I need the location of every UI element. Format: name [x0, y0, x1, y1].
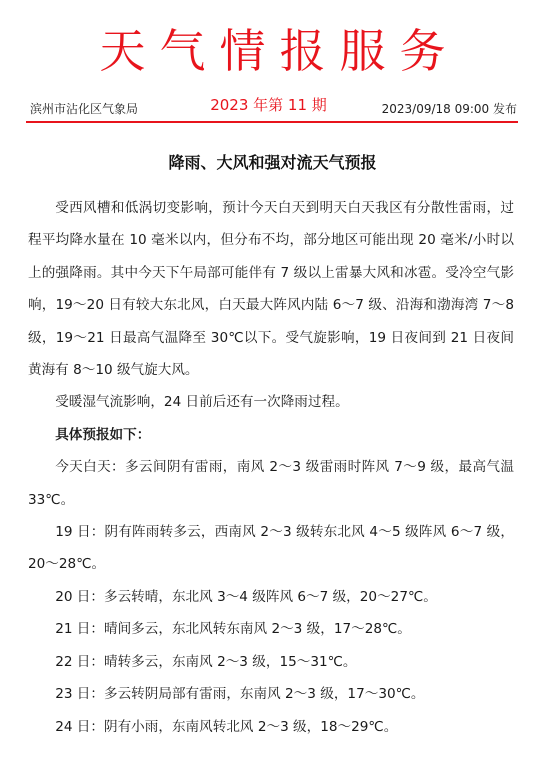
meta-row [0, 94, 545, 120]
masthead-title: 天气情报服务 [99, 24, 460, 78]
forecast-item: 19 日：阴有阵雨转多云，西南风 2～3 级转东北风 4～5 级阵风 6～7 级，20～28℃。 [28, 524, 514, 573]
page-title: 降雨、大风和强对流天气预报 [168, 153, 377, 172]
forecast-item: 23 日：多云转阴局部有雷雨，东南风 2～3 级，17～30℃。 [55, 686, 425, 703]
forecast-item: 21 日：晴间多云，东北风转东南风 2～3 级，17～28℃。 [55, 621, 411, 638]
bulletin-body [28, 192, 514, 743]
forecast-item: 24 日：阴有小雨，东南风转北风 2～3 级，18～29℃。 [55, 718, 398, 735]
header-divider [26, 121, 518, 123]
issue-number: 2023 年第 11 期 [210, 96, 327, 114]
forecast-item: 今天白天：多云间阴有雷雨，南风 2～3 级雷雨时阵风 7～9 级，最高气温 33℃。 [28, 459, 514, 508]
issuer-name: 滨州市沾化区气象局 [30, 102, 139, 116]
forecast-heading: 具体预报如下： [55, 426, 151, 443]
forecast-item: 22 日：晴转多云，东南风 2～3 级，15～31℃。 [55, 653, 357, 670]
paragraph-2: 受暖湿气流影响，24 日前后还有一次降雨过程。 [55, 394, 349, 411]
publish-time: 2023/09/18 09:00 发布 [381, 102, 517, 116]
forecast-item: 20 日：多云转晴，东北风 3～4 级阵风 6～7 级，20～27℃。 [55, 588, 437, 605]
paragraph-1: 受西风槽和低涡切变影响，预计今天白天到明天白天我区有分散性雷雨，过程平均降水量在 10 毫米以内，但分布不均，部分地区可能出现 20 毫米/小时以上的强降雨。其中今天下午局部可能伴有 7 级以上雷暴大风和冰雹。受冷空气影响，19～20 日有较大东北风，白天最大阵风内陆 6～7 级、沿海和渤海湾 7～8 级，19～21 日最高气温降至 30℃以下。受气旋影响，19 日夜间到 21 日夜间黄海有 8～10 级气旋大风。 [28, 200, 514, 379]
